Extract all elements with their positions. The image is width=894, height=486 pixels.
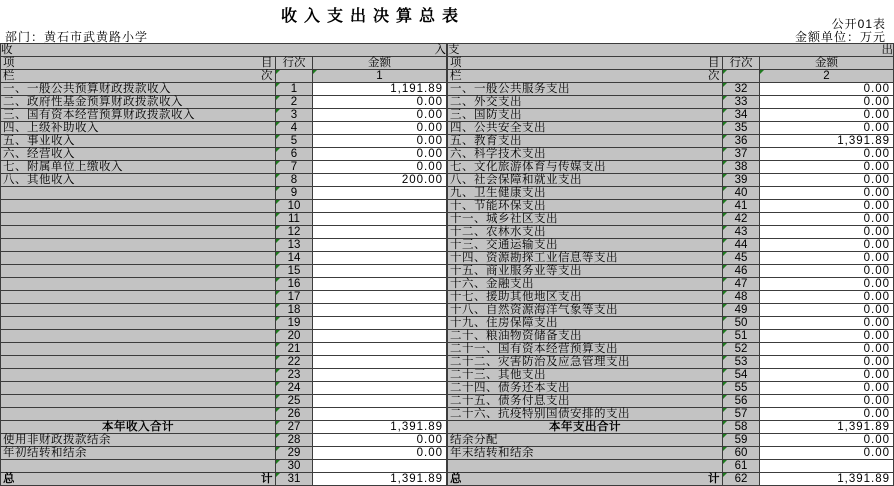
item-header-right: 目 bbox=[261, 57, 273, 69]
amount-cell bbox=[313, 278, 447, 291]
line-number-cell: 23 bbox=[276, 369, 313, 382]
line-number-cell: 16 bbox=[276, 278, 313, 291]
item-cell bbox=[1, 239, 276, 252]
item-cell bbox=[1, 343, 276, 356]
item-header-cell bbox=[1, 57, 276, 70]
line-number-cell: 36 bbox=[723, 135, 760, 148]
item-cell: 四、上级补助收入 bbox=[1, 122, 276, 135]
item-text-left: 总 bbox=[3, 473, 15, 485]
item-header-left: 项 bbox=[3, 57, 15, 69]
amount-cell bbox=[313, 200, 447, 213]
item-cell: 六、经营收入 bbox=[1, 148, 276, 161]
amount-header: 金额 bbox=[760, 57, 894, 70]
table-row bbox=[448, 200, 894, 213]
item-text-right: 计 bbox=[261, 473, 273, 485]
item-text-left: 总 bbox=[450, 473, 462, 485]
item-cell: 结余分配 bbox=[448, 434, 723, 447]
item-cell bbox=[1, 356, 276, 369]
line-number-cell: 3 bbox=[276, 109, 313, 122]
table-row bbox=[1, 434, 447, 447]
line-number-cell: 6 bbox=[276, 148, 313, 161]
table-row bbox=[1, 330, 447, 343]
item-cell: 二十二、灾害防治及应急管理支出 bbox=[448, 356, 723, 369]
item-cell: 二十一、国有资本经营预算支出 bbox=[448, 343, 723, 356]
amount-cell: 0.00 bbox=[760, 252, 894, 265]
item-cell: 年末结转和结余 bbox=[448, 447, 723, 460]
amount-cell: 0.00 bbox=[760, 317, 894, 330]
amount-cell bbox=[313, 395, 447, 408]
line-number-cell: 12 bbox=[276, 226, 313, 239]
amount-cell bbox=[313, 408, 447, 421]
item-cell: 三、国有资本经营预算财政拨款收入 bbox=[1, 109, 276, 122]
amount-cell bbox=[313, 356, 447, 369]
table-row bbox=[448, 382, 894, 395]
table-row bbox=[1, 109, 447, 122]
item-cell: 一、一般公共预算财政拨款收入 bbox=[1, 83, 276, 96]
item-cell: 七、文化旅游体育与传媒支出 bbox=[448, 161, 723, 174]
amount-cell: 0.00 bbox=[760, 291, 894, 304]
item-cell: 十八、自然资源海洋气象等支出 bbox=[448, 304, 723, 317]
table-row bbox=[1, 408, 447, 421]
item-cell: 使用非财政拨款结余 bbox=[1, 434, 276, 447]
line-number-cell: 53 bbox=[723, 356, 760, 369]
item-cell: 十三、交通运输支出 bbox=[448, 239, 723, 252]
line-number-cell: 1 bbox=[276, 83, 313, 96]
table-row bbox=[448, 356, 894, 369]
item-cell: 六、科学技术支出 bbox=[448, 148, 723, 161]
line-number-cell: 61 bbox=[723, 460, 760, 473]
line-number-cell: 57 bbox=[723, 408, 760, 421]
table-row bbox=[448, 369, 894, 382]
item-cell bbox=[1, 213, 276, 226]
amount-cell bbox=[313, 252, 447, 265]
line-number-cell: 47 bbox=[723, 278, 760, 291]
table-row bbox=[448, 395, 894, 408]
line-number-cell: 9 bbox=[276, 187, 313, 200]
line-number-cell: 43 bbox=[723, 226, 760, 239]
item-subheader-right: 次 bbox=[261, 70, 273, 82]
line-number-cell: 34 bbox=[723, 109, 760, 122]
item-cell bbox=[1, 187, 276, 200]
line-number-cell: 20 bbox=[276, 330, 313, 343]
amount-cell: 1,191.89 bbox=[313, 83, 447, 96]
table-row bbox=[1, 395, 447, 408]
line-number-cell: 39 bbox=[723, 174, 760, 187]
line-number-cell: 18 bbox=[276, 304, 313, 317]
item-cell bbox=[1, 408, 276, 421]
table-row bbox=[448, 135, 894, 148]
item-cell: 二十、粮油物资储备支出 bbox=[448, 330, 723, 343]
item-cell bbox=[1, 226, 276, 239]
item-cell bbox=[1, 382, 276, 395]
item-cell bbox=[1, 369, 276, 382]
item-cell bbox=[1, 395, 276, 408]
table-row bbox=[1, 213, 447, 226]
line-number-cell: 2 bbox=[276, 96, 313, 109]
line-number-cell: 60 bbox=[723, 447, 760, 460]
column-index-row bbox=[448, 70, 894, 83]
amount-cell: 0.00 bbox=[760, 96, 894, 109]
section-left-char: 收 bbox=[1, 44, 13, 56]
amount-cell: 0.00 bbox=[760, 304, 894, 317]
amount-cell bbox=[313, 213, 447, 226]
line-number-cell: 30 bbox=[276, 460, 313, 473]
item-cell bbox=[1, 252, 276, 265]
table-row bbox=[1, 447, 447, 460]
line-number-cell: 33 bbox=[723, 96, 760, 109]
amount-cell bbox=[313, 382, 447, 395]
table-row bbox=[448, 434, 894, 447]
table-row bbox=[448, 122, 894, 135]
item-cell bbox=[1, 460, 276, 473]
unit-label: 金额单位：万元 bbox=[794, 30, 886, 44]
line-no-header: 行次 bbox=[723, 57, 760, 70]
amount-cell: 0.00 bbox=[760, 213, 894, 226]
accounts-table bbox=[0, 43, 893, 485]
table-row bbox=[1, 343, 447, 356]
table-row bbox=[448, 408, 894, 421]
table-row bbox=[448, 96, 894, 109]
section-header-row bbox=[448, 44, 894, 57]
table-row bbox=[448, 265, 894, 278]
amount-cell bbox=[313, 317, 447, 330]
item-cell: 九、卫生健康支出 bbox=[448, 187, 723, 200]
item-cell: 三、国防支出 bbox=[448, 109, 723, 122]
amount-cell: 0.00 bbox=[760, 395, 894, 408]
line-number-cell: 48 bbox=[723, 291, 760, 304]
amount-cell: 0.00 bbox=[760, 226, 894, 239]
line-number-cell: 7 bbox=[276, 161, 313, 174]
table-row bbox=[1, 200, 447, 213]
amount-header: 金额 bbox=[313, 57, 447, 70]
line-no-blank-cell bbox=[276, 70, 313, 83]
line-number-cell: 50 bbox=[723, 317, 760, 330]
item-cell bbox=[1, 304, 276, 317]
column-header-row bbox=[448, 57, 894, 70]
table-row bbox=[1, 304, 447, 317]
amount-cell bbox=[313, 369, 447, 382]
item-cell bbox=[1, 473, 276, 486]
item-subheader-right: 次 bbox=[708, 70, 720, 82]
line-number-cell: 54 bbox=[723, 369, 760, 382]
item-cell: 四、公共安全支出 bbox=[448, 122, 723, 135]
line-number-cell: 52 bbox=[723, 343, 760, 356]
line-number-cell: 27 bbox=[276, 421, 313, 434]
amount-cell bbox=[313, 187, 447, 200]
table-row bbox=[1, 226, 447, 239]
amount-cell bbox=[313, 291, 447, 304]
amount-cell: 1,391.89 bbox=[313, 473, 447, 486]
line-number-cell: 5 bbox=[276, 135, 313, 148]
table-row bbox=[448, 148, 894, 161]
item-cell: 二、政府性基金预算财政拨款收入 bbox=[1, 96, 276, 109]
section-right-char: 入 bbox=[434, 44, 446, 56]
item-cell: 十、节能环保支出 bbox=[448, 200, 723, 213]
amount-cell: 0.00 bbox=[760, 382, 894, 395]
amount-cell: 0.00 bbox=[760, 83, 894, 96]
amount-cell: 0.00 bbox=[760, 330, 894, 343]
item-cell: 十二、农林水支出 bbox=[448, 226, 723, 239]
table-row bbox=[448, 343, 894, 356]
item-header-right: 目 bbox=[708, 57, 720, 69]
amount-cell: 0.00 bbox=[760, 187, 894, 200]
table-row bbox=[448, 278, 894, 291]
line-number-cell: 26 bbox=[276, 408, 313, 421]
table-row bbox=[448, 83, 894, 96]
line-number-cell: 11 bbox=[276, 213, 313, 226]
line-number-cell: 40 bbox=[723, 187, 760, 200]
table-row bbox=[448, 213, 894, 226]
amount-cell: 0.00 bbox=[760, 434, 894, 447]
line-number-cell: 59 bbox=[723, 434, 760, 447]
amount-cell bbox=[313, 226, 447, 239]
item-cell bbox=[1, 265, 276, 278]
item-cell bbox=[1, 278, 276, 291]
table-row bbox=[1, 122, 447, 135]
table-row bbox=[1, 291, 447, 304]
table-row bbox=[1, 278, 447, 291]
amount-cell: 0.00 bbox=[313, 161, 447, 174]
line-number-cell: 25 bbox=[276, 395, 313, 408]
item-cell: 二、外交支出 bbox=[448, 96, 723, 109]
line-number-cell: 4 bbox=[276, 122, 313, 135]
amount-cell: 0.00 bbox=[760, 109, 894, 122]
amount-cell: 0.00 bbox=[760, 278, 894, 291]
column-number-cell: 1 bbox=[313, 70, 447, 83]
amount-cell: 1,391.89 bbox=[313, 421, 447, 434]
item-cell: 十六、金融支出 bbox=[448, 278, 723, 291]
table-row bbox=[448, 109, 894, 122]
section-header-cell bbox=[448, 44, 894, 57]
line-number-cell: 29 bbox=[276, 447, 313, 460]
item-cell bbox=[1, 291, 276, 304]
line-number-cell: 10 bbox=[276, 200, 313, 213]
table-row bbox=[448, 187, 894, 200]
item-cell: 十九、住房保障支出 bbox=[448, 317, 723, 330]
item-cell: 八、社会保障和就业支出 bbox=[448, 174, 723, 187]
table-row bbox=[448, 239, 894, 252]
amount-cell: 0.00 bbox=[760, 343, 894, 356]
column-number-cell: 2 bbox=[760, 70, 894, 83]
item-cell: 二十六、抗疫特别国债安排的支出 bbox=[448, 408, 723, 421]
item-cell bbox=[448, 460, 723, 473]
table-row bbox=[1, 239, 447, 252]
item-cell: 二十四、债务还本支出 bbox=[448, 382, 723, 395]
line-number-cell: 8 bbox=[276, 174, 313, 187]
line-number-cell: 62 bbox=[723, 473, 760, 486]
table-row bbox=[448, 252, 894, 265]
table-row bbox=[448, 304, 894, 317]
item-subheader-left: 栏 bbox=[450, 70, 462, 82]
item-cell: 八、其他收入 bbox=[1, 174, 276, 187]
item-cell: 年初结转和结余 bbox=[1, 447, 276, 460]
table-row bbox=[1, 148, 447, 161]
line-number-cell: 56 bbox=[723, 395, 760, 408]
line-number-cell: 49 bbox=[723, 304, 760, 317]
item-cell: 十一、城乡社区支出 bbox=[448, 213, 723, 226]
item-cell bbox=[448, 473, 723, 486]
table-row bbox=[1, 460, 447, 473]
section-header-cell bbox=[1, 44, 447, 57]
line-number-cell: 58 bbox=[723, 421, 760, 434]
amount-cell: 0.00 bbox=[760, 265, 894, 278]
item-cell: 二十五、债务付息支出 bbox=[448, 395, 723, 408]
amount-cell: 1,391.89 bbox=[760, 421, 894, 434]
amount-cell: 0.00 bbox=[760, 356, 894, 369]
line-number-cell: 22 bbox=[276, 356, 313, 369]
amount-cell: 1,391.89 bbox=[760, 135, 894, 148]
table-row bbox=[1, 96, 447, 109]
table-row bbox=[1, 83, 447, 96]
table-row bbox=[1, 265, 447, 278]
line-number-cell: 38 bbox=[723, 161, 760, 174]
amount-cell: 0.00 bbox=[313, 109, 447, 122]
amount-cell bbox=[313, 343, 447, 356]
item-cell: 二十三、其他支出 bbox=[448, 369, 723, 382]
line-number-cell: 37 bbox=[723, 148, 760, 161]
amount-cell: 0.00 bbox=[760, 122, 894, 135]
section-right-char: 出 bbox=[881, 44, 893, 56]
item-cell: 本年收入合计 bbox=[1, 421, 276, 434]
column-header-row bbox=[1, 57, 447, 70]
expenditure-table bbox=[447, 43, 894, 486]
line-no-blank-cell bbox=[723, 70, 760, 83]
income-table bbox=[0, 43, 447, 486]
amount-cell: 0.00 bbox=[313, 96, 447, 109]
amount-cell bbox=[313, 239, 447, 252]
table-row bbox=[448, 226, 894, 239]
item-subheader-cell bbox=[448, 70, 723, 83]
item-cell: 十七、援助其他地区支出 bbox=[448, 291, 723, 304]
item-cell: 七、附属单位上缴收入 bbox=[1, 161, 276, 174]
line-number-cell: 51 bbox=[723, 330, 760, 343]
amount-cell: 0.00 bbox=[313, 122, 447, 135]
line-number-cell: 28 bbox=[276, 434, 313, 447]
item-cell bbox=[1, 330, 276, 343]
table-row bbox=[1, 369, 447, 382]
table-row bbox=[1, 356, 447, 369]
amount-cell: 0.00 bbox=[760, 369, 894, 382]
line-number-cell: 44 bbox=[723, 239, 760, 252]
amount-cell: 0.00 bbox=[760, 408, 894, 421]
line-number-cell: 41 bbox=[723, 200, 760, 213]
line-number-cell: 55 bbox=[723, 382, 760, 395]
table-row bbox=[1, 252, 447, 265]
table-row bbox=[448, 317, 894, 330]
column-index-row bbox=[1, 70, 447, 83]
line-number-cell: 13 bbox=[276, 239, 313, 252]
line-number-cell: 46 bbox=[723, 265, 760, 278]
amount-cell: 0.00 bbox=[760, 148, 894, 161]
item-cell: 本年支出合计 bbox=[448, 421, 723, 434]
page-title: 收入支出决算总表 bbox=[280, 8, 465, 25]
line-number-cell: 32 bbox=[723, 83, 760, 96]
line-number-cell: 17 bbox=[276, 291, 313, 304]
table-row bbox=[1, 161, 447, 174]
line-number-cell: 19 bbox=[276, 317, 313, 330]
amount-cell bbox=[313, 304, 447, 317]
item-header-left: 项 bbox=[450, 57, 462, 69]
table-row bbox=[1, 473, 447, 486]
amount-cell: 0.00 bbox=[760, 447, 894, 460]
section-left-char: 支 bbox=[448, 44, 460, 56]
amount-cell: 0.00 bbox=[313, 434, 447, 447]
item-cell bbox=[1, 317, 276, 330]
table-row bbox=[448, 447, 894, 460]
item-cell: 十四、资源勘探工业信息等支出 bbox=[448, 252, 723, 265]
amount-cell bbox=[313, 330, 447, 343]
table-row bbox=[1, 317, 447, 330]
amount-cell: 0.00 bbox=[760, 161, 894, 174]
amount-cell bbox=[313, 265, 447, 278]
amount-cell: 200.00 bbox=[313, 174, 447, 187]
item-text-right: 计 bbox=[708, 473, 720, 485]
amount-cell: 0.00 bbox=[313, 135, 447, 148]
table-row bbox=[1, 421, 447, 434]
item-subheader-left: 栏 bbox=[3, 70, 15, 82]
line-number-cell: 24 bbox=[276, 382, 313, 395]
item-header-cell bbox=[448, 57, 723, 70]
line-number-cell: 21 bbox=[276, 343, 313, 356]
department-label: 部门：黄石市武黄路小学 bbox=[5, 30, 149, 44]
line-number-cell: 31 bbox=[276, 473, 313, 486]
amount-cell: 0.00 bbox=[313, 447, 447, 460]
amount-cell: 0.00 bbox=[313, 148, 447, 161]
line-number-cell: 15 bbox=[276, 265, 313, 278]
amount-cell bbox=[313, 460, 447, 473]
amount-cell bbox=[760, 460, 894, 473]
table-code-label: 公开01表 bbox=[831, 17, 886, 31]
item-subheader-cell bbox=[1, 70, 276, 83]
line-number-cell: 42 bbox=[723, 213, 760, 226]
table-row bbox=[448, 161, 894, 174]
amount-cell: 0.00 bbox=[760, 239, 894, 252]
table-row bbox=[448, 473, 894, 486]
table-row bbox=[448, 330, 894, 343]
amount-cell: 0.00 bbox=[760, 174, 894, 187]
table-row bbox=[448, 291, 894, 304]
amount-cell: 0.00 bbox=[760, 200, 894, 213]
table-row bbox=[448, 460, 894, 473]
line-number-cell: 35 bbox=[723, 122, 760, 135]
item-cell bbox=[1, 200, 276, 213]
table-row bbox=[448, 421, 894, 434]
section-header-row bbox=[1, 44, 447, 57]
item-cell: 一、一般公共服务支出 bbox=[448, 83, 723, 96]
line-number-cell: 14 bbox=[276, 252, 313, 265]
table-row bbox=[1, 135, 447, 148]
table-row bbox=[1, 382, 447, 395]
item-cell: 五、事业收入 bbox=[1, 135, 276, 148]
table-row bbox=[1, 174, 447, 187]
line-no-header: 行次 bbox=[276, 57, 313, 70]
table-row bbox=[1, 187, 447, 200]
item-cell: 五、教育支出 bbox=[448, 135, 723, 148]
amount-cell: 1,391.89 bbox=[760, 473, 894, 486]
item-cell: 十五、商业服务业等支出 bbox=[448, 265, 723, 278]
line-number-cell: 45 bbox=[723, 252, 760, 265]
table-row bbox=[448, 174, 894, 187]
